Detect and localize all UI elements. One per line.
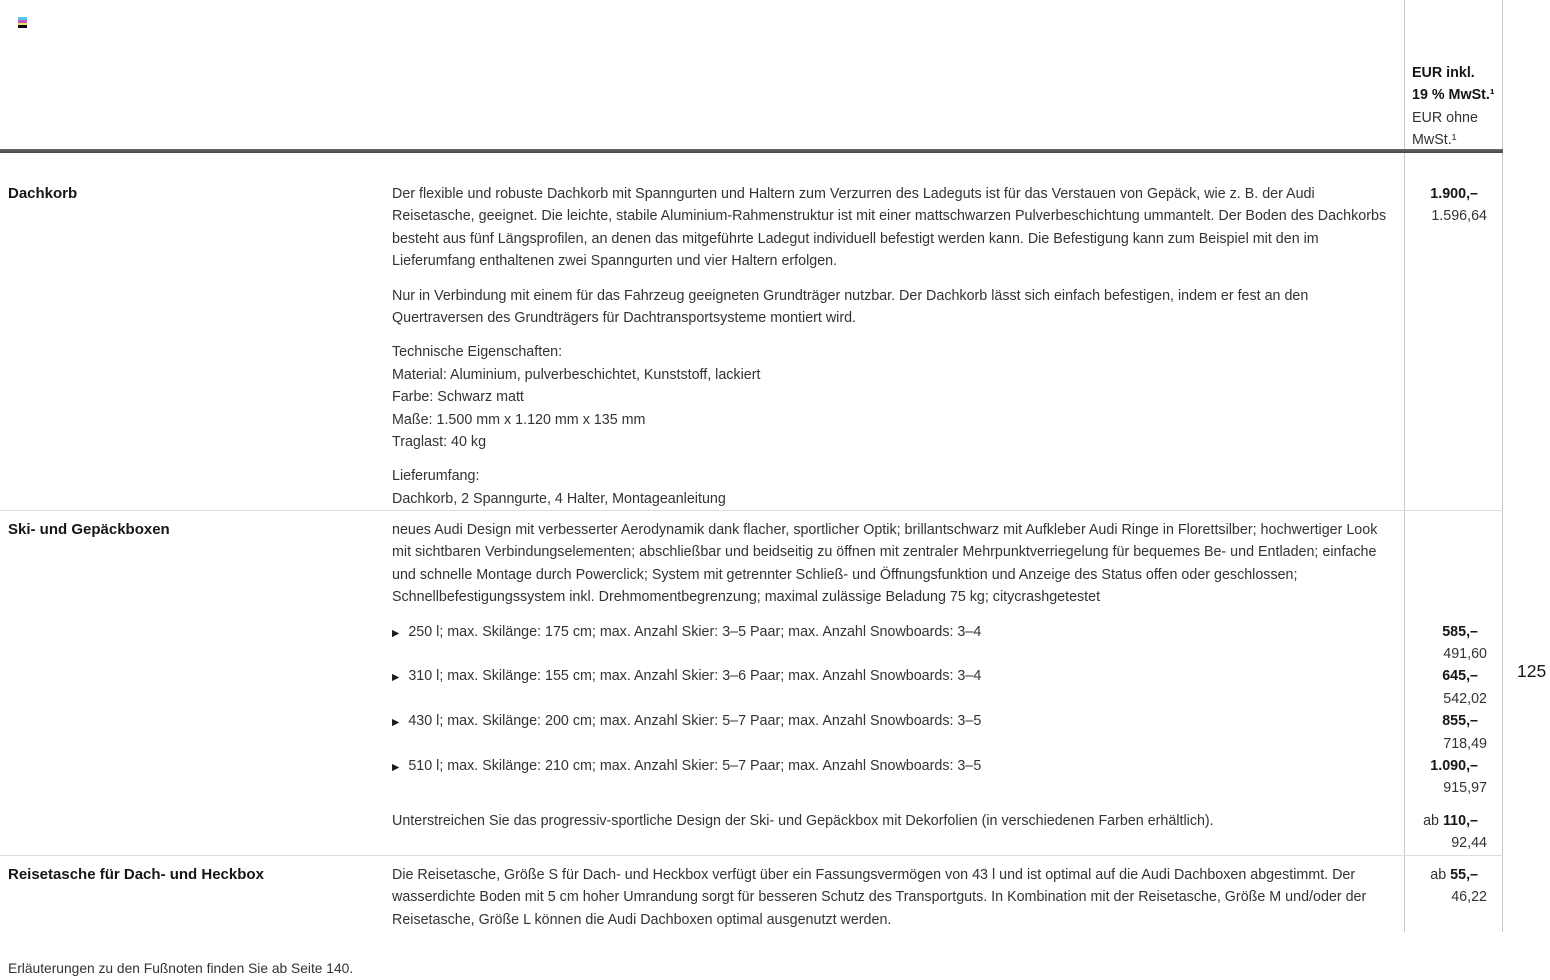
price-excl-vat: 46,22 <box>1451 889 1487 906</box>
reisetasche-description <box>392 864 1390 931</box>
row-divider <box>0 510 1503 511</box>
skibox-intro: neues Audi Design mit verbesserter Aerodynamik dank flacher, sportlicher Optik; brillantschwarz mit Aufkleber Audi Ringe in Florettsilber; hochwertiger Look mit sichtbaren Verbindungselementen; abschließbar und beidseitig zu öffnen mit zentraler Mehrpunktverriegelung für bequemes Be- und Entladen; einfache und schnelle Montage durch Powerclick; System mit getrennter Schließ- und Öffnungsfunktion und Anzeige des Status offen oder geschlossen; Schnellbefestigungssystem inkl. Drehmomentbegrenzung; maximal zulässige Beladung 75 kg; citycrashgetestet <box>392 522 1378 606</box>
dachkorb-paragraph-2: Nur in Verbindung mit einem für das Fahrzeug geeigneten Grundträger nutzbar. Der Dachkorb lässt sich einfach befestigen, indem er fest an den Quertraversen des Grundträgers für Dachtransportsysteme montiert wird. <box>392 287 1309 327</box>
price-header-excl-line2: MwSt.¹ <box>1412 132 1457 149</box>
tech-spec-line: Material: Aluminium, pulverbeschichtet, Kunststoff, lackiert <box>392 366 761 383</box>
dachkorb-description <box>392 183 1390 510</box>
dachkorb-delivery-scope <box>392 465 1390 510</box>
list-item <box>392 755 1390 800</box>
variant-text: 430 l; max. Skilänge: 200 cm; max. Anzahl Skier: 5–7 Paar; max. Anzahl Snowboards: 3–5 <box>408 713 982 730</box>
list-item <box>392 710 1390 755</box>
price-incl-vat <box>1405 810 1502 832</box>
price-incl-vat <box>1405 864 1502 886</box>
row-title-dachkorb: Dachkorb <box>8 185 78 202</box>
price-excl-vat: 718,49 <box>1443 735 1487 752</box>
price-header-incl-line1: EUR inkl. <box>1412 65 1475 81</box>
variant-text: 250 l; max. Skilänge: 175 cm; max. Anzahl Skier: 3–5 Paar; max. Anzahl Snowboards: 3–4 <box>408 623 982 640</box>
price-excl-vat: 491,60 <box>1443 646 1487 662</box>
price-spacer <box>1405 519 1502 621</box>
dachkorb-price-cell <box>1405 183 1502 228</box>
row-title-reisetasche: Reisetasche für Dach- und Heckbox <box>8 866 264 883</box>
dachkorb-paragraph-1: Der flexible und robuste Dachkorb mit Spanngurten und Haltern zum Verzurren des Ladeguts ist für das Verstauen von Gepäck, wie z. B. der Audi Reisetasche, geeignet. Die leichte, stabile Aluminium-Rahmenstruktur ist mit einer mattschwarzen Pulverbeschichtung ummantelt. Der Boden des Dachkorbs besteht aus fünf Längsprofilen, an denen das mitgeführte Ladegut individuell befestigt werden kann. Die Befestigung kann zum Beispiel mit den im Lieferumfang enthaltenen zwei Spanngurten und vier Haltern erfolgen. <box>392 186 1387 270</box>
price-incl-vat: 645,– <box>1442 668 1478 685</box>
bullet-triangle-icon: ▶ <box>392 717 400 729</box>
skibox-outro: Unterstreichen Sie das progressiv-sportliche Design der Ski- und Gepäckbox mit Dekorfolien (in verschiedenen Farben erhältlich). <box>392 812 1214 829</box>
page-number: 125 <box>1517 661 1547 681</box>
price-prefix: ab <box>1430 867 1447 883</box>
variant-price-pair <box>1405 665 1502 710</box>
price-column-header <box>1412 62 1498 152</box>
price-incl-vat: 1.900,– <box>1430 186 1478 202</box>
price-gap <box>1405 800 1502 810</box>
price-prefix: ab <box>1423 812 1440 829</box>
price-incl-vat: 1.090,– <box>1430 757 1478 774</box>
footnote-text: Erläuterungen zu den Fußnoten finden Sie ab Seite 140. <box>8 961 354 976</box>
variant-text: 510 l; max. Skilänge: 210 cm; max. Anzahl Skier: 5–7 Paar; max. Anzahl Snowboards: 3–5 <box>408 758 982 775</box>
delivery-line: Lieferumfang: <box>392 468 480 485</box>
skibox-description <box>392 519 1390 832</box>
price-incl-vat: 585,– <box>1442 623 1478 640</box>
variant-price-pair <box>1405 710 1502 755</box>
list-item <box>392 665 1390 710</box>
row-divider <box>0 855 1503 856</box>
print-registration-mark-icon <box>18 17 27 28</box>
price-incl-vat: 855,– <box>1442 713 1478 730</box>
price-excl-vat: 915,97 <box>1443 780 1487 797</box>
tech-spec-line: Traglast: 40 kg <box>392 434 487 451</box>
header-rule <box>0 149 1503 153</box>
delivery-line: Dachkorb, 2 Spanngurte, 4 Halter, Montageanleitung <box>392 490 726 507</box>
skibox-price-cell <box>1405 519 1502 855</box>
dachkorb-tech-specs <box>392 341 1390 453</box>
row-title-skibox: Ski- und Gepäckboxen <box>8 521 170 538</box>
price-column-right-border <box>1502 0 1503 932</box>
price-excl-vat: 92,44 <box>1451 835 1487 852</box>
decor-foil-price-pair <box>1405 810 1502 855</box>
variant-price-pair <box>1405 755 1502 800</box>
list-item <box>392 621 1390 666</box>
price-header-excl-line1: EUR ohne <box>1412 109 1478 126</box>
bullet-triangle-icon: ▶ <box>392 672 400 684</box>
price-excl-vat: 1.596,64 <box>1431 208 1487 225</box>
price-incl-value: 55,– <box>1450 867 1478 883</box>
bullet-triangle-icon: ▶ <box>392 627 400 639</box>
tech-spec-line: Technische Eigenschaften: <box>392 344 563 361</box>
tech-spec-line: Maße: 1.500 mm x 1.120 mm x 135 mm <box>392 411 646 428</box>
reisetasche-price-cell <box>1405 864 1502 909</box>
variant-price-pair <box>1405 621 1502 666</box>
bullet-triangle-icon: ▶ <box>392 762 400 774</box>
reisetasche-paragraph: Die Reisetasche, Größe S für Dach- und Heckbox verfügt über ein Fassungsvermögen von 43 l und ist optimal auf die Audi Dachboxen abgestimmt. Der wasserdichte Boden mit 5 cm hoher Umrandung sorgt für besseren Schutz des Transportguts. In Kombination mit der Reisetasche, Größe M und/oder der Reisetasche, Größe L können die Audi Dachboxen optimal ausgenutzt werden. <box>392 867 1367 928</box>
tech-spec-line: Farbe: Schwarz matt <box>392 389 524 406</box>
skibox-variant-list <box>392 621 1390 800</box>
variant-text: 310 l; max. Skilänge: 155 cm; max. Anzahl Skier: 3–6 Paar; max. Anzahl Snowboards: 3–4 <box>408 668 982 685</box>
price-header-incl-line2: 19 % MwSt.¹ <box>1412 87 1495 104</box>
price-excl-vat: 542,02 <box>1443 690 1487 707</box>
price-incl-value: 110,– <box>1443 812 1478 829</box>
